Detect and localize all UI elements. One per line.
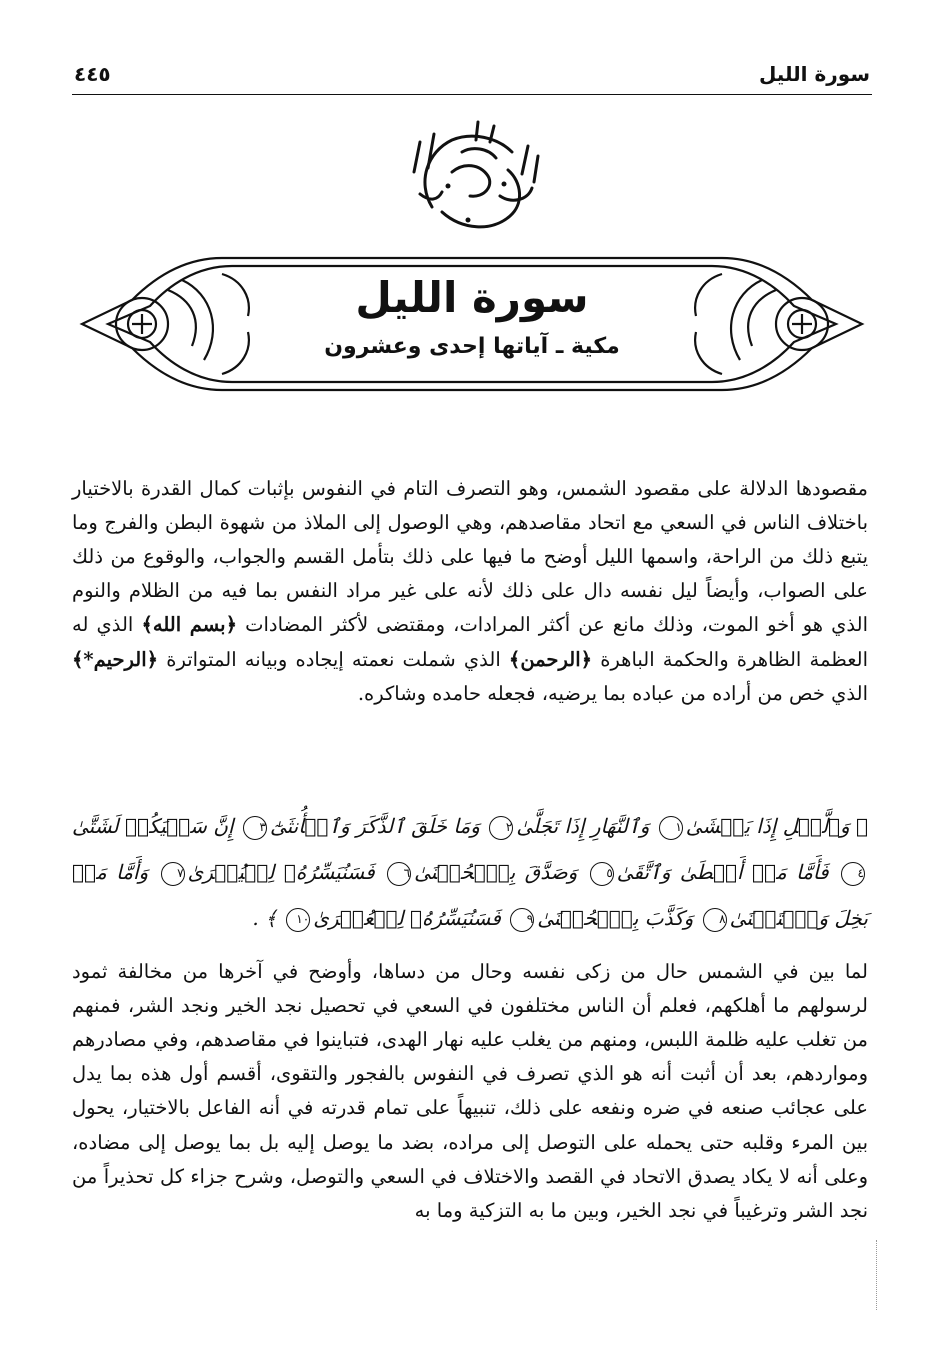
surah-title-frame — [72, 250, 872, 398]
bold-term-rahim: ﴿الرحيم*﴾ — [72, 647, 159, 671]
ayah-number: ٩ — [510, 908, 534, 932]
header-surah-name: سورة الليل — [758, 62, 870, 86]
verse-text: فَأَمَّا مَنۡ أَعۡطَىٰ وَٱتَّقَىٰ — [616, 860, 829, 884]
intro-paragraph — [72, 472, 868, 711]
basmala-calligraphy — [372, 112, 572, 242]
verse-text: فَسَنُيَسِّرُهُۥ لِلۡيُسۡرَىٰ — [187, 860, 375, 884]
ayah-number: ٦ — [387, 862, 411, 886]
ayah-number: ٥ — [590, 862, 614, 886]
verse-text: إِنَّ سَعۡيَكُمۡ لَشَتَّىٰ — [72, 814, 234, 838]
ayah-number: ٤ — [841, 862, 865, 886]
verse-close-bracket: ﴾ . — [252, 906, 284, 930]
ayah-number: ٣ — [243, 816, 267, 840]
intro-text-part: الذي خص من أراده من عباده بما يرضيه، فجعله حامده وشاكره. — [357, 681, 868, 705]
surah-subtitle: مكية ـ آياتها إحدى وعشرون — [324, 334, 620, 359]
running-header — [72, 58, 872, 95]
verse-open-bracket: ﴿ — [849, 814, 869, 838]
verse-text: وَٱلنَّهَارِ إِذَا تَجَلَّىٰ — [516, 814, 650, 838]
margin-dotted-line — [876, 1240, 879, 1310]
quran-verses — [72, 803, 868, 941]
verse-text: وَكَذَّبَ بِٱلۡحُسۡنَىٰ — [537, 906, 694, 930]
bold-term-rahman: ﴿الرحمن﴾ — [508, 647, 593, 671]
verse-text: فَسَنُيَسِّرُهُۥ لِلۡعُسۡرَىٰ — [313, 906, 501, 930]
verse-text: وَصَدَّقَ بِٱلۡحُسۡنَىٰ — [414, 860, 578, 884]
page-number: ٤٤٥ — [74, 62, 111, 86]
bold-term-bismillah: ﴿بسم الله﴾ — [141, 613, 238, 637]
verse-text: وَمَا خَلَقَ ٱلذَّكَرَ وَٱلۡأُنثَىٰٓ — [269, 814, 480, 838]
intro-text-part: مقصودها الدلالة على مقصود الشمس، وهو التصرف التام في النفوس بإثبات كمال القدرة بالاختيار باختلاف الناس في السعي مع اتحاد مقاصدهم، وهي الوصول إلى الملاذ من شهوة البطن والفرج وما يتبع ذلك من الراحة، واسمها الليل أوضح ما فيها على ذلك بتأمل القسم والجواب، والوقوع من ذلك على الصواب، وأيضاً ليل نفسه دال على ذلك لأنه على غير مراد النفس بما فيه من الظلام والنوم الذي هو أخو الموت، وذلك مانع عن أكثر المرادات، ومقتضى لأكثر المضادات — [72, 476, 869, 637]
verse-text: وَأَمَّا مَنۢ بَخِلَ وَٱسۡتَغۡنَىٰ — [72, 860, 868, 930]
ayah-number: ١٠ — [286, 908, 310, 932]
ayah-number: ٢ — [489, 816, 513, 840]
surah-title: سورة الليل — [355, 273, 589, 322]
commentary-paragraph: لما بين في الشمس حال من زكى نفسه وحال من دساها، وأوضح في آخرها من مخالفة ثمود لرسولهم ما أهلكهم، فعلم أن الناس مختلفون في السعي في تحصيل نجد الخير ونجد الشر، فمنهم من تغلب عليه ظلمة اللبس، ومنهم من يغلب عليه نهار الهدى، فتباينوا في مقاصدهم، وفي مصادرهم ومواردهم، بعد أن أثبت أنه هو الذي تصرف في النفوس بالفجور والتقوى، أقسم أول هذه بما يدل على عجائب صنعه في ضره ونفعه على ذلك، تنبيهاً على تمام قدرته في أنه الفاعل بالاختيار، يحول بين المرء وقلبه حتى يحمله على التوصل إلى مراده، بضد ما يوصل إليه بل بما يوصل إلى مضاده، وعلى أنه لا يكاد يصدق الاتحاد في القصد والاختلاف في السعي والتوصل، وشرح جزاء كل تحذيراً من نجد الشر وترغيباً في نجد الخير، وبين ما به التزكية وما به — [72, 959, 868, 1222]
ayah-number: ١ — [659, 816, 683, 840]
ayah-number: ٧ — [161, 862, 185, 886]
intro-text-part: الذي له العظمة الظاهرة والحكمة الباهرة — [72, 613, 868, 671]
ayah-number: ٨ — [703, 908, 727, 932]
intro-text-part: الذي شملت نعمته إيجاده وبيانه المتواترة — [158, 647, 509, 671]
verse-text: وَٱلَّيۡلِ إِذَا يَغۡشَىٰ — [685, 814, 850, 838]
